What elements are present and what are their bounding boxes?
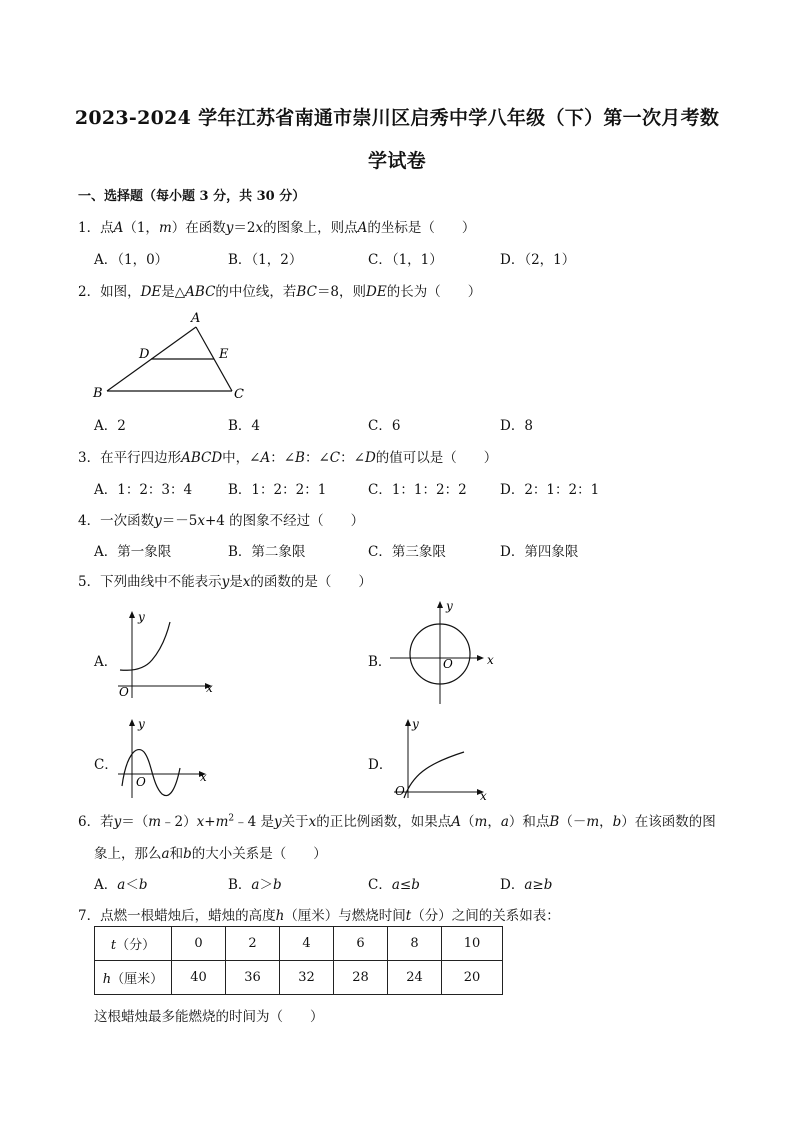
origin-label: O (119, 685, 129, 699)
question-7: 7．点燃一根蜡烛后，蜡烛的高度h（厘米）与燃烧时间t（分）之间的关系如表： (78, 908, 560, 924)
q5-option-b-label: B． (368, 654, 392, 670)
table-cell: 0 (172, 927, 226, 961)
x-axis-label: x (480, 789, 487, 800)
x-axis-label: x (487, 653, 494, 667)
y-axis-label: y (138, 717, 145, 731)
question-7-followup: 这根蜡烛最多能燃烧的时间为（ ） (94, 1009, 324, 1025)
question-number: 3． (78, 450, 101, 466)
question-6-line1: 6．若$y=(m﹣2)x+m^2﹣4$ 是y关于x的正比例函数，如果点A（m，a）和点B（－m，b）在该函数的图 (78, 813, 716, 830)
page-title-line1: 2023-2024 学年江苏省南通市崇川区启秀中学八年级（下）第一次月考数 (74, 107, 720, 129)
q3-option-b: B．1：2：2：1 (228, 482, 327, 498)
data-table (94, 926, 503, 995)
question-6-line2: 象上，那么a和b的大小关系是（ ） (94, 846, 327, 862)
q2-option-d: D．8 (500, 418, 533, 434)
table-row (95, 961, 503, 995)
q1-option-c: C．（1，1） (368, 252, 443, 268)
vertex-label-d: D (139, 347, 150, 362)
question-4: 4．一次函数y＝－5x+4 的图象不经过（ ） (78, 513, 365, 529)
origin-label: O (395, 784, 405, 798)
q3-option-a: A．1：2：3：4 (94, 482, 193, 498)
question-3: 3．在平行四边形ABCD中，∠A：∠B：∠C：∠D的值可以是（ ） (78, 450, 498, 466)
vertex-label-e: E (219, 347, 229, 362)
q5-option-a-label: A． (94, 654, 118, 670)
question-number: 2． (78, 284, 101, 300)
table-cell: 10 (442, 927, 503, 961)
q3-option-d: D．2：1：2：1 (500, 482, 600, 498)
q3-option-c: C．1：1：2：2 (368, 482, 467, 498)
x-axis-label: x (206, 681, 213, 695)
question-number: 7． (78, 908, 101, 924)
q4-option-a: A．第一象限 (94, 544, 172, 560)
x-axis-label: x (200, 770, 207, 784)
q6-option-b: B．a＞b (228, 877, 282, 893)
y-axis-label: y (138, 610, 145, 624)
q4-option-b: B．第二象限 (228, 544, 306, 560)
table-cell: 28 (334, 961, 388, 995)
q5-option-c-label: C． (94, 757, 118, 773)
table-cell: 4 (280, 927, 334, 961)
q4-option-c: C．第三象限 (368, 544, 446, 560)
q2-option-c: C．6 (368, 418, 401, 434)
y-axis-label: y (412, 717, 419, 731)
graph-option-b (384, 596, 500, 706)
table-cell: 6 (334, 927, 388, 961)
table-cell: 8 (388, 927, 442, 961)
q1-option-d: D．（2，1） (500, 252, 576, 268)
q5-option-d-label: D． (368, 757, 393, 773)
table-row-header: t（分） (95, 927, 172, 961)
question-5: 5．下列曲线中不能表示y是x的函数的是（ ） (78, 574, 372, 590)
graph-option-c (112, 714, 222, 800)
q2-option-a: A．2 (94, 418, 126, 434)
question-1: 1．点A（1，m）在函数y＝2x的图象上，则点A的坐标是（ ） (78, 220, 476, 236)
vertex-label-c: C (234, 387, 244, 402)
table-cell: 24 (388, 961, 442, 995)
q6-option-c: C．a≤b (368, 877, 420, 893)
vertex-label-a: A (191, 311, 201, 326)
table-row-header: h（厘米） (95, 961, 172, 995)
question-number: 4． (78, 513, 101, 529)
question-number: 6． (78, 814, 101, 830)
q4-option-d: D．第四象限 (500, 544, 579, 560)
section-heading: 一、选择题（每小题 3 分，共 30 分） (78, 189, 306, 204)
triangle-figure (85, 305, 255, 405)
question-2: 2．如图，DE是△ABC的中位线，若BC＝8，则DE的长为（ ） (78, 284, 482, 300)
table-cell: 20 (442, 961, 503, 995)
question-number: 1． (78, 220, 101, 236)
table-cell: 40 (172, 961, 226, 995)
origin-label: O (443, 657, 453, 671)
graph-option-d (384, 714, 494, 800)
q6-option-a: A．a＜b (94, 877, 148, 893)
table-cell: 32 (280, 961, 334, 995)
table-cell: 36 (226, 961, 280, 995)
q1-option-b: B．（1，2） (228, 252, 303, 268)
origin-label: O (136, 775, 146, 789)
page-title-line2: 学试卷 (368, 150, 426, 172)
vertex-label-b: B (93, 386, 103, 401)
table-row (95, 927, 503, 961)
q6-option-d: D．a≥b (500, 877, 553, 893)
q1-option-a: A．（1，0） (94, 252, 169, 268)
q2-option-b: B．4 (228, 418, 261, 434)
y-axis-label: y (446, 599, 453, 613)
question-number: 5． (78, 574, 101, 590)
table-cell: 2 (226, 927, 280, 961)
graph-option-a (112, 608, 222, 700)
